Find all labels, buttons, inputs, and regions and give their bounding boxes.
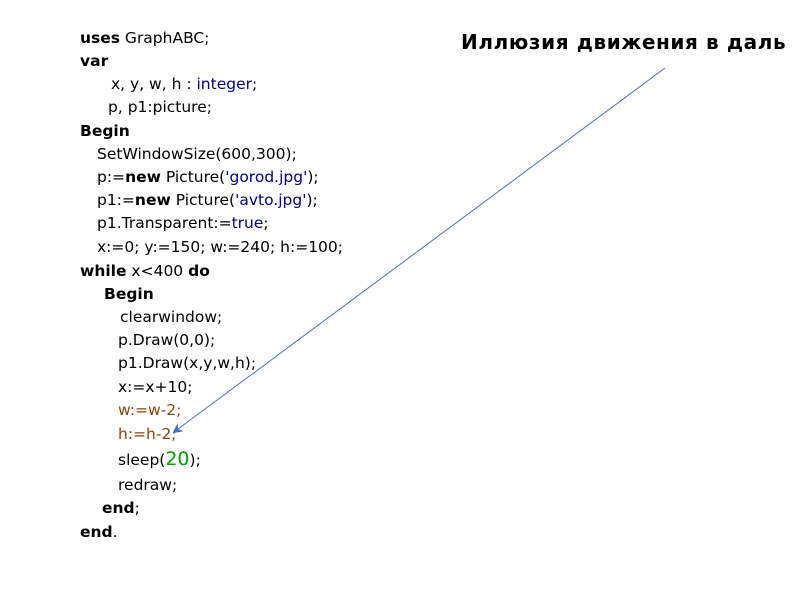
- boolean-literal: true: [231, 214, 264, 232]
- code-text: clearwindow;: [120, 308, 223, 326]
- code-text: SetWindowSize(600,300);: [97, 145, 297, 163]
- code-text: x, y, w, h :: [111, 75, 197, 93]
- keyword: while: [80, 262, 127, 280]
- keyword: do: [188, 262, 210, 280]
- code-text: p.Draw(0,0);: [118, 331, 216, 349]
- code-text: p1:=: [97, 191, 135, 209]
- slide-title: Иллюзия движения в даль: [461, 30, 787, 54]
- code-text: p:=: [97, 168, 126, 186]
- keyword: Begin: [104, 285, 154, 303]
- keyword: new: [125, 168, 161, 186]
- code-text: );: [307, 168, 319, 186]
- keyword: new: [134, 191, 171, 209]
- code-text: GraphABC;: [120, 29, 210, 47]
- code-text: redraw;: [118, 476, 178, 494]
- code-text: w:=w-2;: [118, 401, 182, 419]
- keyword: end: [102, 499, 135, 517]
- code-text: ;: [134, 499, 140, 517]
- code-text: .: [112, 523, 118, 541]
- code-text: p1.Transparent:=: [97, 214, 232, 232]
- code-text: ;: [263, 214, 269, 232]
- code-text: x<400: [126, 262, 189, 280]
- code-text: Picture(: [160, 168, 226, 186]
- keyword: Begin: [80, 122, 130, 140]
- arrow-line: [174, 68, 665, 432]
- string-literal: 'avto.jpg': [235, 191, 307, 209]
- code-text: );: [306, 191, 318, 209]
- keyword: var: [80, 52, 109, 70]
- code-text: p, p1:picture;: [108, 98, 212, 116]
- code-text: p1.Draw(x,y,w,h);: [118, 354, 257, 372]
- code-text: ;: [252, 75, 258, 93]
- keyword: uses: [80, 29, 120, 47]
- code-text: sleep(: [118, 451, 166, 469]
- type-name: integer: [196, 75, 252, 93]
- code-text: );: [189, 451, 201, 469]
- code-text: x:=x+10;: [118, 378, 193, 396]
- string-literal: 'gorod.jpg': [225, 168, 308, 186]
- code-text: h:=h-2;: [118, 425, 177, 443]
- code-text: x:=0; y:=150; w:=240; h:=100;: [97, 238, 343, 256]
- number-literal: 20: [165, 448, 190, 470]
- keyword: end: [80, 523, 113, 541]
- code-text: Picture(: [170, 191, 236, 209]
